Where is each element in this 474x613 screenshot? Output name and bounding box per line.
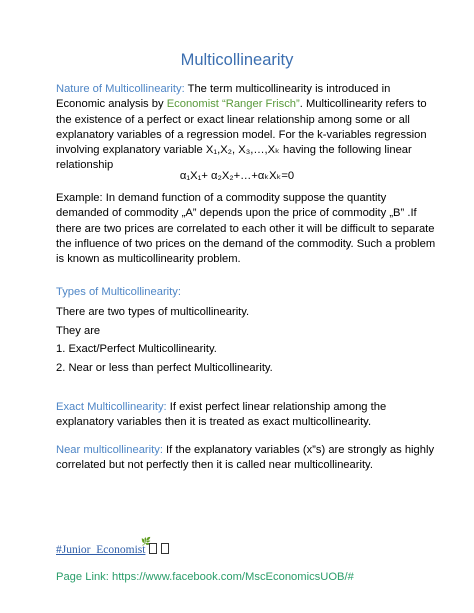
leaf-icon: 🌿 [141,537,151,546]
types-heading: Types of Multicollinearity: [56,286,181,298]
exact-text: If exist perfect linear relationship among the explanatory variables then it is treated as exact multicollinearity. [56,401,387,429]
page-title: Multicollinearity [180,51,294,69]
nature-heading: Nature of Multicollinearity: [56,83,185,95]
near-heading: Near multicollinearity: [56,444,163,456]
nature-paragraph [56,82,436,174]
types-item-near: 2. Near or less than perfect Multicollinearity. [56,362,273,374]
linear-relationship-formula: α₁X₁+ α₂X₂+…+αₖXₖ=0 [179,170,295,182]
hashtag-link[interactable]: #Junior_Economist [56,544,146,556]
missing-glyph-icon [161,543,169,554]
exact-heading: Exact Multicollinearity: [56,401,167,413]
missing-glyph-icon [149,543,157,554]
types-intro: There are two types of multicollinearity. [56,306,250,318]
nature-text-b: . Multicollinearity refers to the existence of a perfect or exact linear relationship among some or all explanatory variables of a regression model. For the k-variables regression involving explanatory variable X₁,X₂, X₃,…,Xₖ having the following linear relationship [56,98,427,172]
example-paragraph: Example: In demand function of a commodity suppose the quantity demanded of commodity „A” depends upon the price of commodity „B” .If there are two prices are correlated to each other it will be difficult to separate the influence of two prices on the demand of the commodity. Such a problem is known as multicollinearity problem. [56,192,436,266]
nature-text-a: The term multicollinearity is introduced in Economic analysis by [56,83,391,111]
near-text: If the explanatory variables (x”s) are strongly as highly correlated but not perfectly then it is called near multicollinearity. [56,444,435,472]
hashtag-footer[interactable] [56,543,169,556]
page-link[interactable]: Page Link: https://www.facebook.com/MscEconomicsUOB/# [56,571,354,583]
economist-label: Economist [166,98,219,111]
near-paragraph [56,443,436,474]
types-they-are: They are [56,325,101,337]
exact-paragraph [56,400,436,431]
types-item-exact: 1. Exact/Perfect Multicollinearity. [56,343,217,355]
economist-name: “Ranger Frisch” [218,98,300,111]
